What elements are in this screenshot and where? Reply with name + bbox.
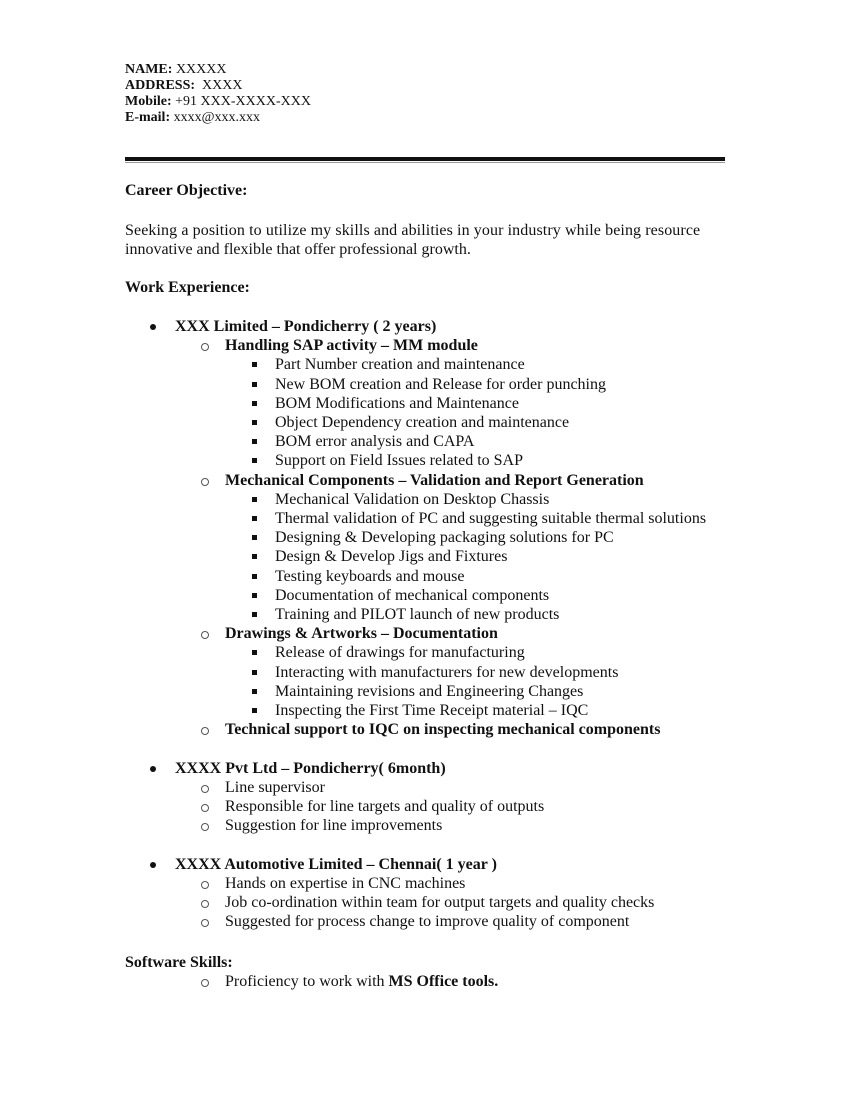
hollow-bullet-icon — [201, 631, 209, 639]
square-bullet-icon — [252, 612, 257, 617]
mobile-value: +91 XXX-XXXX-XXX — [171, 94, 311, 109]
experience-subitem: Maintaining revisions and Engineering Changes — [275, 682, 584, 700]
career-objective-line: innovative and flexible that offer professional growth. — [125, 241, 471, 258]
mobile-label: Mobile: — [125, 94, 172, 109]
experience-subitem: Part Number creation and maintenance — [275, 356, 525, 374]
experience-item: Handling SAP activity – MM module — [225, 337, 478, 355]
square-bullet-icon — [252, 689, 257, 694]
hollow-bullet-icon — [201, 727, 209, 735]
experience-subitem: Inspecting the First Time Receipt material – IQC — [275, 702, 589, 719]
hollow-bullet-icon — [201, 823, 209, 831]
experience-subitem: Documentation of mechanical components — [275, 586, 550, 604]
hollow-bullet-icon — [201, 979, 209, 987]
square-bullet-icon — [252, 382, 257, 387]
square-bullet-icon — [252, 574, 257, 579]
experience-subitem: BOM Modifications and Maintenance — [275, 394, 519, 412]
square-bullet-icon — [252, 516, 257, 521]
header-divider-thin — [125, 162, 725, 163]
experience-subitem: Design & Develop Jigs and Fixtures — [275, 548, 508, 566]
work-experience-heading: Work Experience: — [125, 279, 250, 296]
experience-item: Line supervisor — [225, 778, 325, 796]
bullet-icon — [150, 862, 156, 868]
name-label: NAME: — [125, 62, 173, 77]
contact-email — [125, 110, 260, 126]
square-bullet-icon — [252, 708, 257, 713]
experience-subitem: Testing keyboards and mouse — [275, 567, 465, 585]
email-label: E-mail: — [125, 110, 171, 125]
square-bullet-icon — [252, 650, 257, 655]
experience-subitem: Thermal validation of PC and suggesting suitable thermal solutions — [275, 510, 707, 527]
contact-mobile — [125, 94, 311, 110]
hollow-bullet-icon — [201, 478, 209, 486]
company-title: XXX Limited – Pondicherry ( 2 years) — [175, 318, 437, 335]
hollow-bullet-icon — [201, 881, 209, 889]
hollow-bullet-icon — [201, 900, 209, 908]
name-value: XXXXX — [172, 62, 227, 77]
hollow-bullet-icon — [201, 785, 209, 793]
hollow-bullet-icon — [201, 919, 209, 927]
square-bullet-icon — [252, 497, 257, 502]
experience-item: Suggestion for line improvements — [225, 817, 443, 835]
experience-subitem: Training and PILOT launch of new products — [275, 606, 560, 623]
contact-name — [125, 62, 227, 78]
address-label: ADDRESS: — [125, 78, 196, 93]
experience-item: Mechanical Components – Validation and Report Generation — [225, 471, 644, 489]
square-bullet-icon — [252, 670, 257, 675]
square-bullet-icon — [252, 554, 257, 559]
experience-item: Drawings & Artworks – Documentation — [225, 625, 498, 643]
square-bullet-icon — [252, 439, 257, 444]
experience-item: Suggested for process change to improve quality of component — [225, 913, 630, 931]
hollow-bullet-icon — [201, 804, 209, 812]
skill-bold: MS Office tools. — [388, 973, 499, 990]
experience-subitem: Support on Field Issues related to SAP — [275, 452, 523, 470]
square-bullet-icon — [252, 401, 257, 406]
bullet-icon — [150, 766, 156, 772]
experience-subitem: BOM error analysis and CAPA — [275, 433, 475, 451]
experience-subitem: Designing & Developing packaging solutions for PC — [275, 529, 614, 547]
career-objective-heading: Career Objective: — [125, 182, 248, 199]
address-value: XXXX — [195, 78, 243, 93]
square-bullet-icon — [252, 593, 257, 598]
square-bullet-icon — [252, 420, 257, 425]
skill-prefix: Proficiency to work with — [225, 973, 389, 990]
experience-item: Job co-ordination within team for output targets and quality checks — [225, 894, 655, 911]
experience-subitem: Mechanical Validation on Desktop Chassis — [275, 490, 550, 508]
experience-item: Responsible for line targets and quality of outputs — [225, 798, 545, 815]
experience-item: Technical support to IQC on inspecting mechanical components — [225, 721, 661, 739]
experience-subitem: New BOM creation and Release for order punching — [275, 375, 606, 393]
software-skills-heading: Software Skills: — [125, 954, 233, 971]
experience-subitem: Interacting with manufacturers for new developments — [275, 663, 619, 681]
header-divider — [125, 157, 725, 161]
hollow-bullet-icon — [201, 343, 209, 351]
square-bullet-icon — [252, 458, 257, 463]
career-objective-line: Seeking a position to utilize my skills and abilities in your industry while being resource — [125, 222, 701, 239]
experience-subitem: Object Dependency creation and maintenance — [275, 414, 570, 431]
experience-item: Hands on expertise in CNC machines — [225, 874, 466, 892]
software-skill-item — [225, 972, 498, 991]
company-title: XXXX Pvt Ltd – Pondicherry( 6month) — [175, 759, 446, 777]
bullet-icon — [150, 324, 156, 330]
contact-address — [125, 78, 242, 94]
square-bullet-icon — [252, 535, 257, 540]
company-title: XXXX Automotive Limited – Chennai( 1 year ) — [175, 855, 497, 873]
email-value: xxxx@xxx.xxx — [170, 110, 261, 125]
square-bullet-icon — [252, 362, 257, 367]
experience-subitem: Release of drawings for manufacturing — [275, 644, 525, 662]
